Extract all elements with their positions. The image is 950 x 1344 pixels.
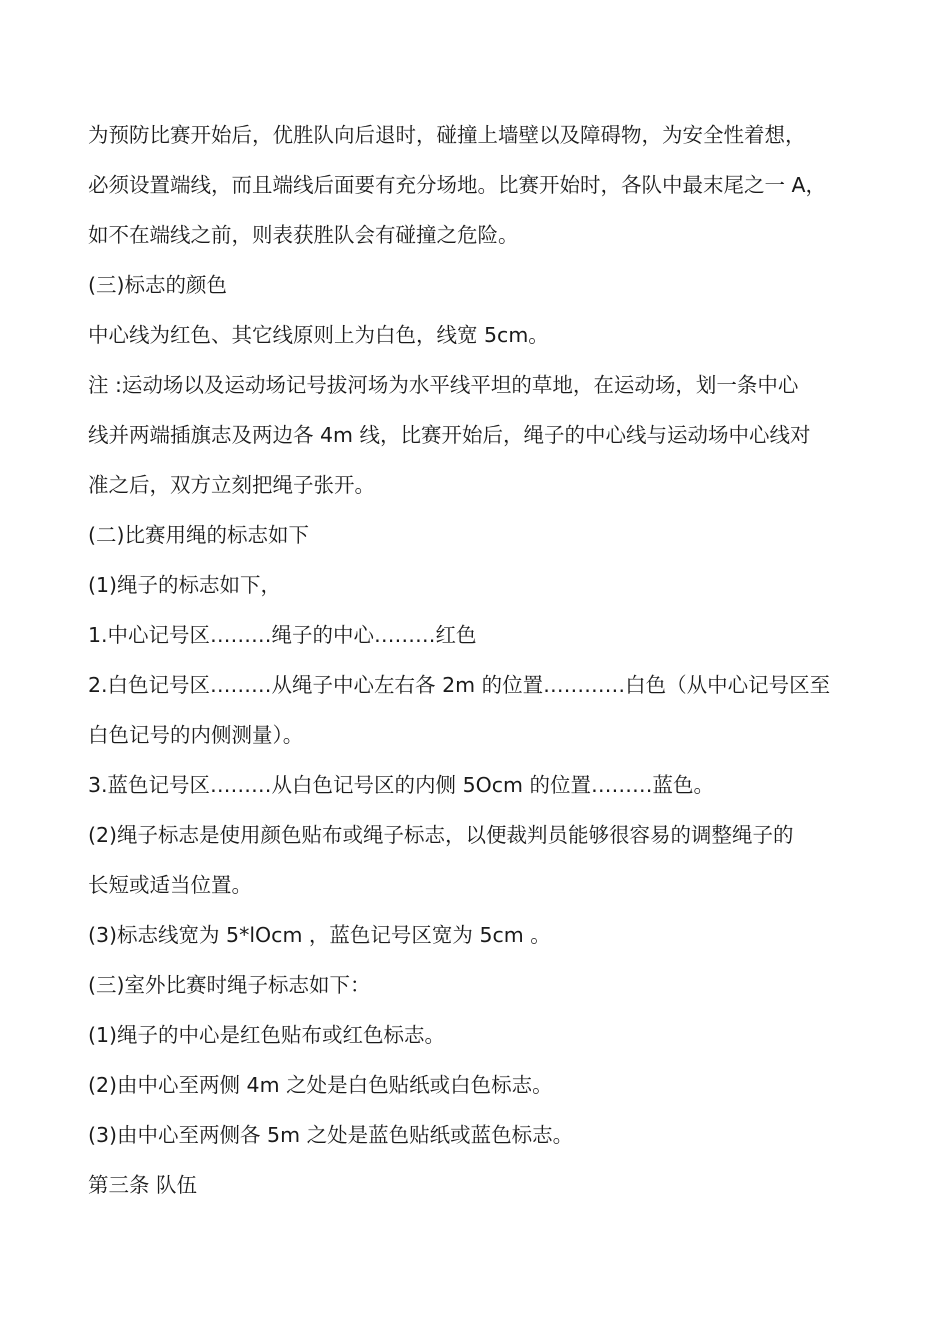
list-item: (3)标志线宽为 5*lOcm ，蓝色记号区宽为 5cm 。 (88, 923, 551, 947)
section-heading: (三)室外比赛时绳子标志如下： (88, 973, 371, 997)
list-item: (1)绳子的中心是红色贴布或红色标志。 (88, 1023, 446, 1047)
document-page (88, 110, 878, 1210)
note-line: 准之后，双方立刻把绳子张开。 (88, 473, 375, 497)
note-line: 注 :运动场以及运动场记号拔河场为水平线平坦的草地，在运动场，划一条中心 (88, 373, 799, 397)
section-heading: (三)标志的颜色 (88, 273, 227, 297)
list-item: 1.中心记号区………绳子的中心………红色 (88, 623, 477, 647)
note-line: 线并两端插旗志及两边各 4m 线，比赛开始后，绳子的中心线与运动场中心线对 (88, 423, 811, 447)
list-item: (2)由中心至两侧 4m 之处是白色贴纸或白色标志。 (88, 1073, 553, 1097)
list-item: 长短或适当位置。 (88, 873, 252, 897)
list-item: (2)绳子标志是使用颜色贴布或绳子标志，以便裁判员能够很容易的调整绳子的 (88, 823, 794, 847)
list-item: (1)绳子的标志如下， (88, 573, 282, 597)
list-item: 2.白色记号区………从绳子中心左右各 2m 的位置…………白色（从中心记号区至 (88, 673, 831, 697)
article-heading: 第三条 队伍 (88, 1173, 198, 1197)
paragraph-line: 为预防比赛开始后，优胜队向后退时，碰撞上墙壁以及障碍物，为安全性着想， (88, 123, 806, 147)
list-item: 白色记号的内侧测量）。 (88, 723, 304, 747)
list-item: 3.蓝色记号区………从白色记号区的内侧 5Ocm 的位置………蓝色。 (88, 773, 715, 797)
list-item: (3)由中心至两侧各 5m 之处是蓝色贴纸或蓝色标志。 (88, 1123, 574, 1147)
paragraph-line: 如不在端线之前，则表获胜队会有碰撞之危险。 (88, 223, 519, 247)
paragraph-line: 必须设置端线，而且端线后面要有充分场地。比赛开始时，各队中最末尾之一 A， (88, 173, 827, 197)
section-heading: (二)比赛用绳的标志如下 (88, 523, 309, 547)
paragraph-line: 中心线为红色、其它线原则上为白色，线宽 5cm。 (88, 323, 549, 347)
